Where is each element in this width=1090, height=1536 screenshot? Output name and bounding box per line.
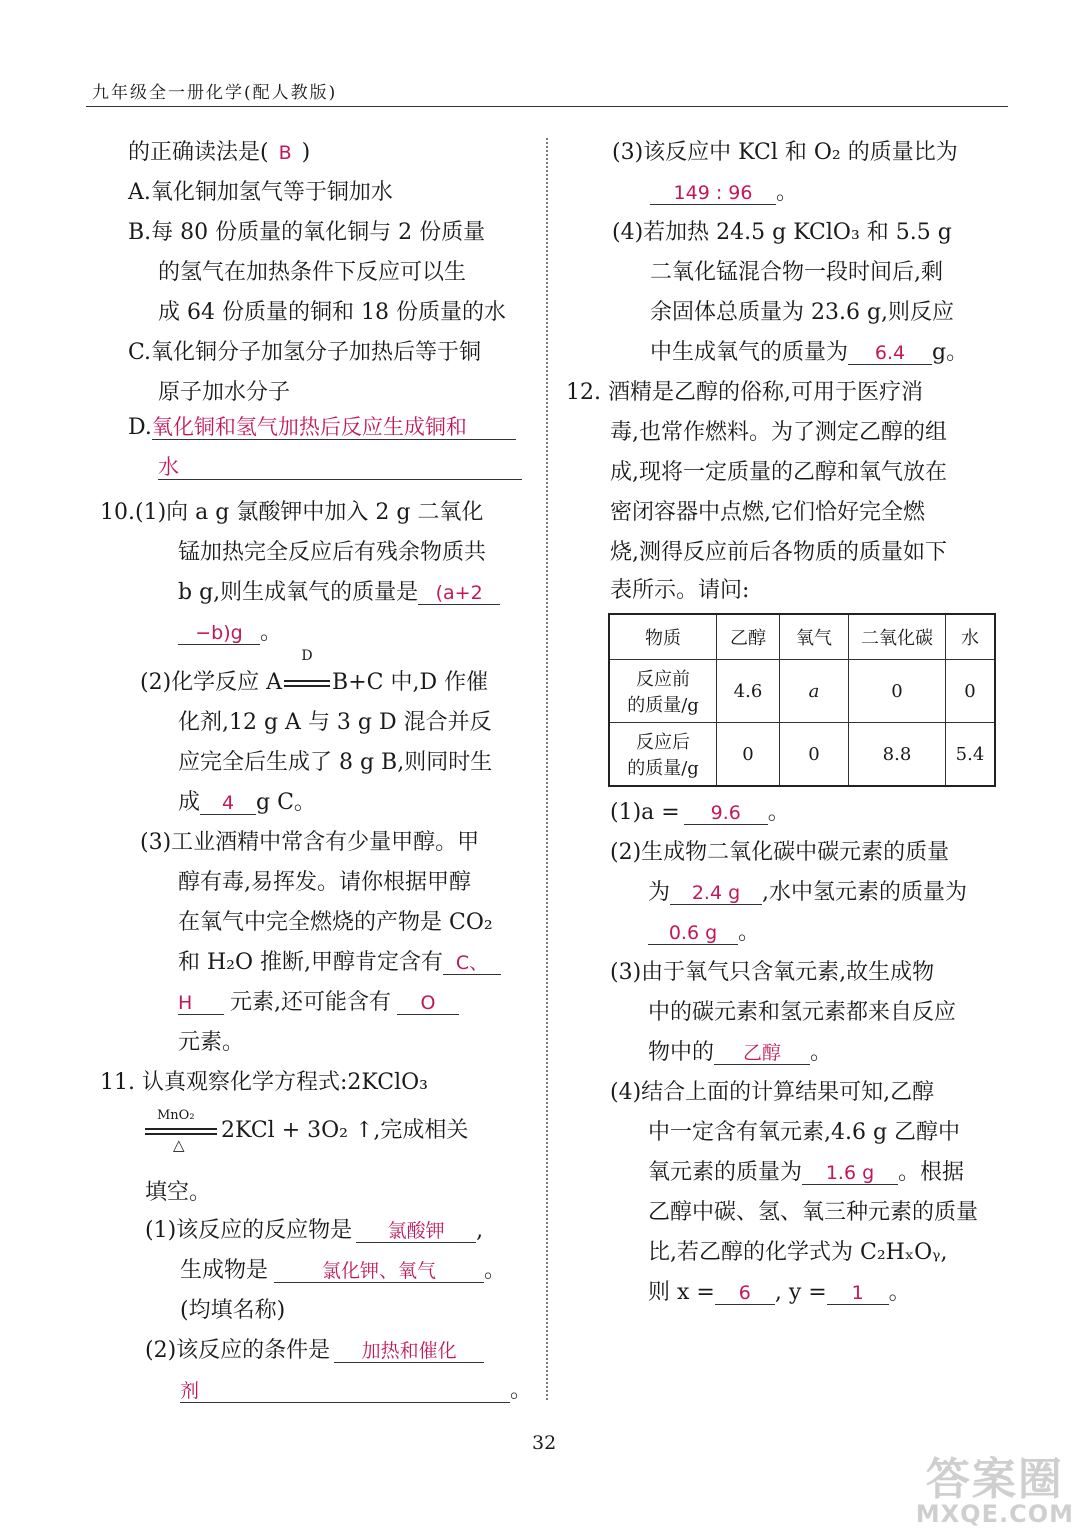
q11-part4-line1: (4)若加热 24.5 g KClO₃ 和 5.5 g bbox=[612, 220, 952, 245]
q12-line2: 毒,也常作燃料。为了测定乙醇的组 bbox=[610, 420, 947, 445]
q10-part1-line3: b g,则生成氧气的质量是 (a+2 bbox=[178, 575, 500, 606]
q11-part2-line1: (2)该反应的条件是 加热和催化 bbox=[145, 1333, 484, 1364]
q9-option-c: C.氧化铜分子加氢分子加热后等于铜 bbox=[128, 340, 482, 365]
q9-option-b-cont2: 成 64 份质量的铜和 18 份质量的水 bbox=[158, 300, 506, 325]
q9-option-d: D.氧化铜和氢气加热后反应生成铜和 bbox=[128, 415, 516, 440]
q10-part1-line1: 10.(1)向 a g 氯酸钾中加入 2 g 二氧化 bbox=[100, 500, 484, 525]
q10-part1-line2: 锰加热完全反应后有残余物质共 bbox=[178, 540, 487, 565]
q12-part2-answer1: 2.4 g bbox=[670, 883, 762, 905]
page-number: 32 bbox=[532, 1432, 557, 1454]
q12-part1: (1)a = 9.6 。 bbox=[610, 800, 790, 825]
q10-part3-line1: (3)工业酒精中常含有少量甲醇。甲 bbox=[140, 830, 480, 855]
q12-part2-answer2: 0.6 g bbox=[648, 923, 738, 945]
q11-part1-answer1: 氯酸钾 bbox=[356, 1221, 476, 1243]
q12-part4-line3: 氧元素的质量为 1.6 g 。根据 bbox=[648, 1160, 965, 1185]
q11-equation: MnO₂ △ 2KCl + 3O₂ ↑,完成相关 bbox=[145, 1108, 468, 1154]
q12-part4-answer: 1.6 g bbox=[802, 1163, 898, 1185]
q10-part3-line2: 醇有毒,易挥发。请你根据甲醇 bbox=[178, 870, 471, 895]
q11-part4-line4: 中生成氧气的质量为 6.4 g。 bbox=[650, 340, 969, 365]
table-header: 水 bbox=[946, 614, 996, 660]
table-row-label: 反应前 的质量/g bbox=[609, 660, 717, 723]
q11-part1-line1: (1)该反应的反应物是 氯酸钾 , bbox=[145, 1218, 484, 1243]
q11-line1: 11. 认真观察化学方程式:2KClO₃ bbox=[100, 1070, 428, 1095]
q9-option-a: A.氧化铜加氢气等于铜加水 bbox=[128, 180, 393, 205]
mass-table bbox=[608, 613, 996, 787]
q10-part1-answer: (a+2 bbox=[418, 583, 500, 605]
table-cell: 0 bbox=[946, 660, 996, 723]
q10-part3-line3: 在氧气中完全燃烧的产物是 CO₂ bbox=[178, 910, 493, 935]
table-cell: a bbox=[780, 660, 849, 723]
table-row bbox=[609, 723, 995, 787]
q12-part4-line4: 乙醇中碳、氢、氧三种元素的质量 bbox=[648, 1200, 979, 1225]
q12-part1-answer: 9.6 bbox=[684, 803, 768, 825]
q12-line1: 12. 酒精是乙醇的俗称,可用于医疗消 bbox=[566, 380, 923, 405]
q12-part4-line1: (4)结合上面的计算结果可知,乙醇 bbox=[610, 1080, 935, 1105]
q11-part4-line2: 二氧化锰混合物一段时间后,剩 bbox=[650, 260, 943, 285]
table-cell: 8.8 bbox=[849, 723, 946, 787]
q10-part3-line5: H 元素,还可能含有 O bbox=[178, 985, 459, 1016]
q12-part3-line2: 中的碳元素和氢元素都来自反应 bbox=[648, 1000, 957, 1025]
table-header: 氧气 bbox=[780, 614, 849, 660]
q11-part3-answer: 149 : 96 bbox=[650, 183, 776, 205]
q9-option-c-cont: 原子加水分子 bbox=[158, 380, 291, 405]
q11-part2-line2: 剂 。 bbox=[180, 1378, 533, 1403]
q12-line4: 密闭容器中点燃,它们恰好完全燃 bbox=[610, 500, 925, 525]
q12-line3: 成,现将一定质量的乙醇和氧气放在 bbox=[610, 460, 947, 485]
table-row bbox=[609, 660, 995, 723]
q12-part3-answer: 乙醇 bbox=[714, 1043, 810, 1065]
q9-option-d-cont: 水 bbox=[158, 455, 522, 480]
column-divider bbox=[546, 138, 548, 1400]
table-header: 二氧化碳 bbox=[849, 614, 946, 660]
q10-part3-line4: 和 H₂O 推断,甲醇肯定含有 C、 bbox=[178, 945, 501, 976]
watermark-url: MXQE.COM bbox=[915, 1500, 1074, 1528]
q12-part4-line5: 比,若乙醇的化学式为 C₂HₓOᵧ, bbox=[648, 1240, 948, 1265]
q9-option-b-cont: 的氢气在加热条件下反应可以生 bbox=[158, 260, 467, 285]
q9-stem: 的正确读法是( B ) bbox=[128, 140, 311, 165]
table-cell: 0 bbox=[717, 723, 780, 787]
q12-part3-line3: 物中的 乙醇 。 bbox=[648, 1040, 833, 1065]
q12-part2-line2: 为 2.4 g ,水中氢元素的质量为 bbox=[648, 880, 968, 905]
header-rule bbox=[86, 106, 1008, 107]
table-cell: 4.6 bbox=[717, 660, 780, 723]
table-cell: 0 bbox=[780, 723, 849, 787]
watermark-logo: 答案圈 bbox=[925, 1454, 1064, 1505]
q12-y-answer: 1 bbox=[827, 1283, 889, 1305]
reaction-condition: MnO₂ △ bbox=[145, 1108, 221, 1154]
q12-part2-line3: 0.6 g 。 bbox=[648, 915, 760, 946]
q10-part2-line4: 成 4 g C。 bbox=[178, 790, 316, 815]
q12-part3-line1: (3)由于氧气只含氧元素,故生成物 bbox=[610, 960, 935, 985]
q12-part4-line6: 则 x = 6 , y = 1 。 bbox=[648, 1280, 911, 1305]
q9-option-b: B.每 80 份质量的氧化铜与 2 份质量 bbox=[128, 220, 486, 245]
table-cell: 0 bbox=[849, 660, 946, 723]
table-header-row bbox=[609, 614, 995, 660]
q10-part2-line2: 化剂,12 g A 与 3 g D 混合并反 bbox=[178, 710, 492, 735]
q12-line5: 烧,测得反应前后各物质的质量如下 bbox=[610, 540, 947, 565]
table-header: 物质 bbox=[609, 614, 717, 660]
q11-line3: 填空。 bbox=[145, 1180, 212, 1205]
watermark bbox=[915, 1454, 1074, 1528]
q11-part3-line1: (3)该反应中 KCl 和 O₂ 的质量比为 bbox=[612, 140, 958, 165]
q10-part2-answer: 4 bbox=[200, 793, 256, 815]
q12-part2-line1: (2)生成物二氧化碳中碳元素的质量 bbox=[610, 840, 950, 865]
q11-part2-answer: 加热和催化 bbox=[334, 1341, 484, 1363]
catalyst-arrow: D bbox=[282, 670, 332, 695]
q11-part1-answer2: 氯化钾、氧气 bbox=[274, 1261, 484, 1283]
table-cell: 5.4 bbox=[946, 723, 996, 787]
q11-part3-line2: 149 : 96 。 bbox=[650, 175, 798, 206]
table-row-label: 反应后 的质量/g bbox=[609, 723, 717, 787]
page-header: 九年级全一册化学(配人教版) bbox=[92, 83, 338, 103]
q10-part2-line3: 应完全后生成了 8 g B,则同时生 bbox=[178, 750, 493, 775]
q11-part1-line3: (均填名称) bbox=[180, 1298, 286, 1323]
q10-part3-line6: 元素。 bbox=[178, 1030, 245, 1055]
q12-line6: 表所示。请问: bbox=[610, 578, 750, 603]
q9-option-d-answer: 氧化铜和氢气加热后反应生成铜和 bbox=[152, 416, 516, 440]
q10-part2-line1: (2)化学反应 A D B+C 中,D 作催 bbox=[140, 648, 489, 695]
q10-part1-line4: −b)g 。 bbox=[178, 615, 282, 646]
q10-part3-answer2: O bbox=[397, 993, 459, 1015]
table-header: 乙醇 bbox=[717, 614, 780, 660]
q12-x-answer: 6 bbox=[715, 1283, 775, 1305]
q9-answer: B bbox=[278, 142, 292, 164]
q11-part4-line3: 余固体总质量为 23.6 g,则反应 bbox=[650, 300, 955, 325]
q10-part3-answer1: C、 bbox=[443, 953, 501, 975]
q11-part4-answer: 6.4 bbox=[848, 343, 932, 365]
q12-part4-line2: 中一定含有氧元素,4.6 g 乙醇中 bbox=[648, 1120, 961, 1145]
q11-part1-line2: 生成物是 氯化钾、氧气 。 bbox=[180, 1258, 507, 1283]
